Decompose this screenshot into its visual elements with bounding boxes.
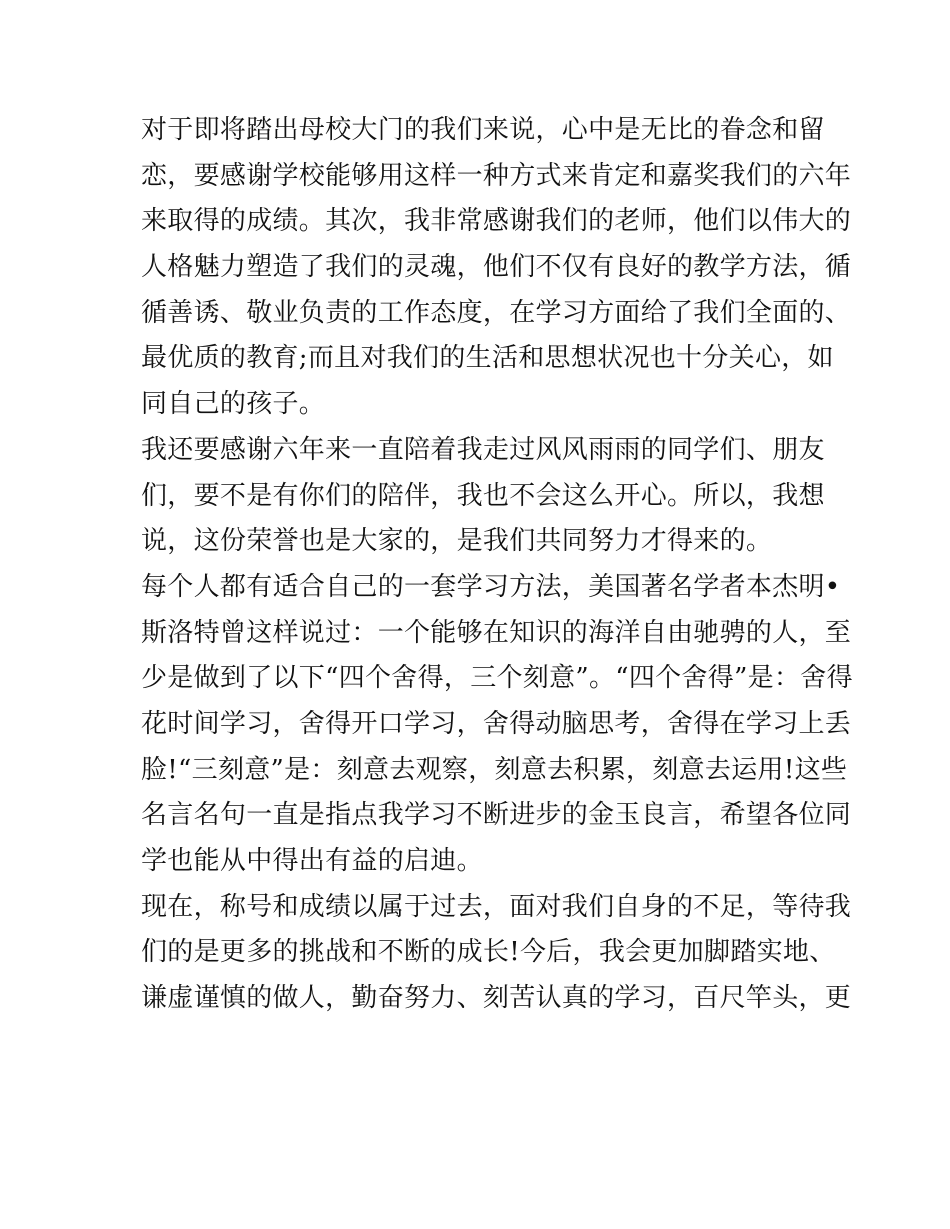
text-line: 谦虚谨慎的做人，勤奋努力、刻苦认真的学习，百尺竿头，更	[141, 983, 852, 1014]
text-line: 花时间学习，舍得开口学习，舍得动脑思考，舍得在学习上丢	[141, 708, 852, 739]
text-line: 说，这份荣誉也是大家的，是我们共同努力才得来的。	[141, 526, 773, 557]
text-line: 名言名句一直是指点我学习不断进步的金玉良言，希望各位同	[141, 800, 852, 831]
text-line: 斯洛特曾这样说过：一个能够在知识的海洋自由驰骋的人，至	[141, 617, 852, 648]
text-line: 学也能从中得出有益的启迪。	[141, 846, 483, 876]
text-line: 恋，要感谢学校能够用这样一种方式来肯定和嘉奖我们的六年	[141, 160, 852, 191]
text-line: 脸!“三刻意”是：刻意去观察，刻意去积累，刻意去运用!这些	[141, 754, 848, 785]
text-line: 同自己的孩子。	[141, 389, 326, 420]
text-line: 循善诱、敬业负责的工作态度，在学习方面给了我们全面的、	[141, 297, 852, 328]
document-body	[141, 108, 853, 1022]
text-line: 们的是更多的挑战和不断的成长!今后，我会更加脚踏实地、	[141, 937, 836, 968]
text-line: 人格魅力塑造了我们的灵魂，他们不仅有良好的教学方法，循	[141, 252, 852, 283]
text-line: 每个人都有适合自己的一套学习方法，美国著名学者本杰明•	[141, 571, 841, 602]
text-line: 现在，称号和成绩以属于过去，面对我们自身的不足，等待我	[141, 891, 852, 922]
text-line: 来取得的成绩。其次，我非常感谢我们的老师，他们以伟大的	[141, 206, 852, 237]
text-line: 最优质的教育;而且对我们的生活和思想状况也十分关心，如	[141, 343, 834, 374]
text-line: 少是做到了以下“四个舍得，三个刻意”。“四个舍得”是：舍得	[141, 663, 853, 694]
text-line: 们，要不是有你们的陪伴，我也不会这么开心。所以，我想	[141, 480, 825, 511]
text-line: 我还要感谢六年来一直陪着我走过风风雨雨的同学们、朋友	[141, 434, 825, 465]
text-line: 对于即将踏出母校大门的我们来说，心中是无比的眷念和留	[141, 115, 825, 145]
